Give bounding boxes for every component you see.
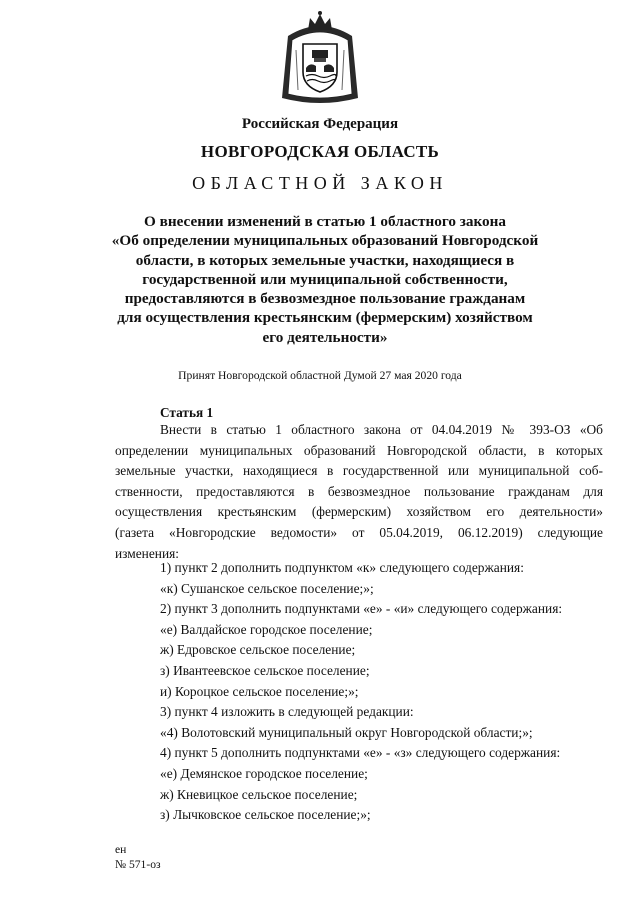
footer-initials: ен (115, 843, 127, 856)
title-line: О внесении изменений в статью 1 областного закона (144, 213, 506, 230)
list-item: ж) Едровское сельское поселение; (160, 642, 356, 658)
region-name: НОВГОРОДСКАЯ ОБЛАСТЬ (200, 142, 440, 161)
document-type: ОБЛАСТНОЙ ЗАКОН (192, 173, 448, 193)
list-item: 2) пункт 3 дополнить подпунктами «е» - «и» следующего содержания: (160, 601, 563, 617)
title-line: области, в которых земельные участки, находящиеся в (135, 251, 515, 269)
list-item: 1) пункт 2 дополнить подпунктом «к» следующего содержания: (160, 560, 524, 575)
document-footer (115, 842, 161, 872)
coat-of-arms-emblem (278, 10, 362, 108)
adoption-note: Принят Новгородской областной Думой 27 мая 2020 года (178, 369, 462, 382)
list-item: и) Короцкое сельское поселение;»; (160, 683, 359, 699)
article-intro (115, 420, 603, 564)
list-item: 3) пункт 4 изложить в следующей редакции: (160, 704, 414, 720)
list-item: 4) пункт 5 дополнить подпунктами «е» - «з» следующего содержания: (160, 745, 561, 761)
title-line: его деятельности» (262, 328, 388, 346)
amendment-list (160, 558, 562, 826)
paragraph-line: ственности, предоставляются в безвозмездное пользование гражданам для (115, 483, 603, 499)
paragraph-line: определении муниципальных образований Новгородской области, в которых (115, 442, 603, 458)
list-item: «е) Демянское городское поселение; (160, 765, 368, 781)
list-item: «е) Валдайское городское поселение; (160, 621, 373, 637)
title-line: государственной или муниципальной собственности, (142, 270, 508, 288)
federation-name: Российская Федерация (241, 116, 399, 132)
paragraph-line: изменения: (115, 545, 180, 561)
law-title (110, 212, 540, 347)
list-item: «4) Волотовский муниципальный округ Новгородской области;»; (160, 724, 533, 740)
list-item: ж) Кневицкое сельское поселение; (160, 786, 358, 802)
title-line: предоставляются в безвозмездное пользование гражданам (124, 290, 526, 308)
paragraph-line: Внести в статью 1 областного закона от 04.04.2019 № 393-ОЗ «Об (160, 422, 603, 437)
list-item: з) Лычковское сельское поселение;»; (160, 807, 371, 823)
title-line: «Об определении муниципальных образований Новгородской (111, 232, 539, 250)
list-item: з) Ивантеевское сельское поселение; (160, 662, 370, 678)
list-item: «к) Сушанское сельское поселение;»; (160, 580, 374, 596)
paragraph-line: осуществления крестьянским (фермерским) хозяйством его деятельности» (115, 504, 603, 520)
footer-number: № 571-оз (115, 858, 161, 871)
article-heading: Статья 1 (160, 405, 214, 420)
title-line: для осуществления крестьянским (фермерским) хозяйством (117, 309, 533, 327)
paragraph-line: (газета «Новгородские ведомости» от 05.04.2019, 06.12.2019) следующие (115, 524, 603, 540)
paragraph-line: земельные участки, находящиеся в государственной или муниципальной соб- (115, 463, 603, 479)
